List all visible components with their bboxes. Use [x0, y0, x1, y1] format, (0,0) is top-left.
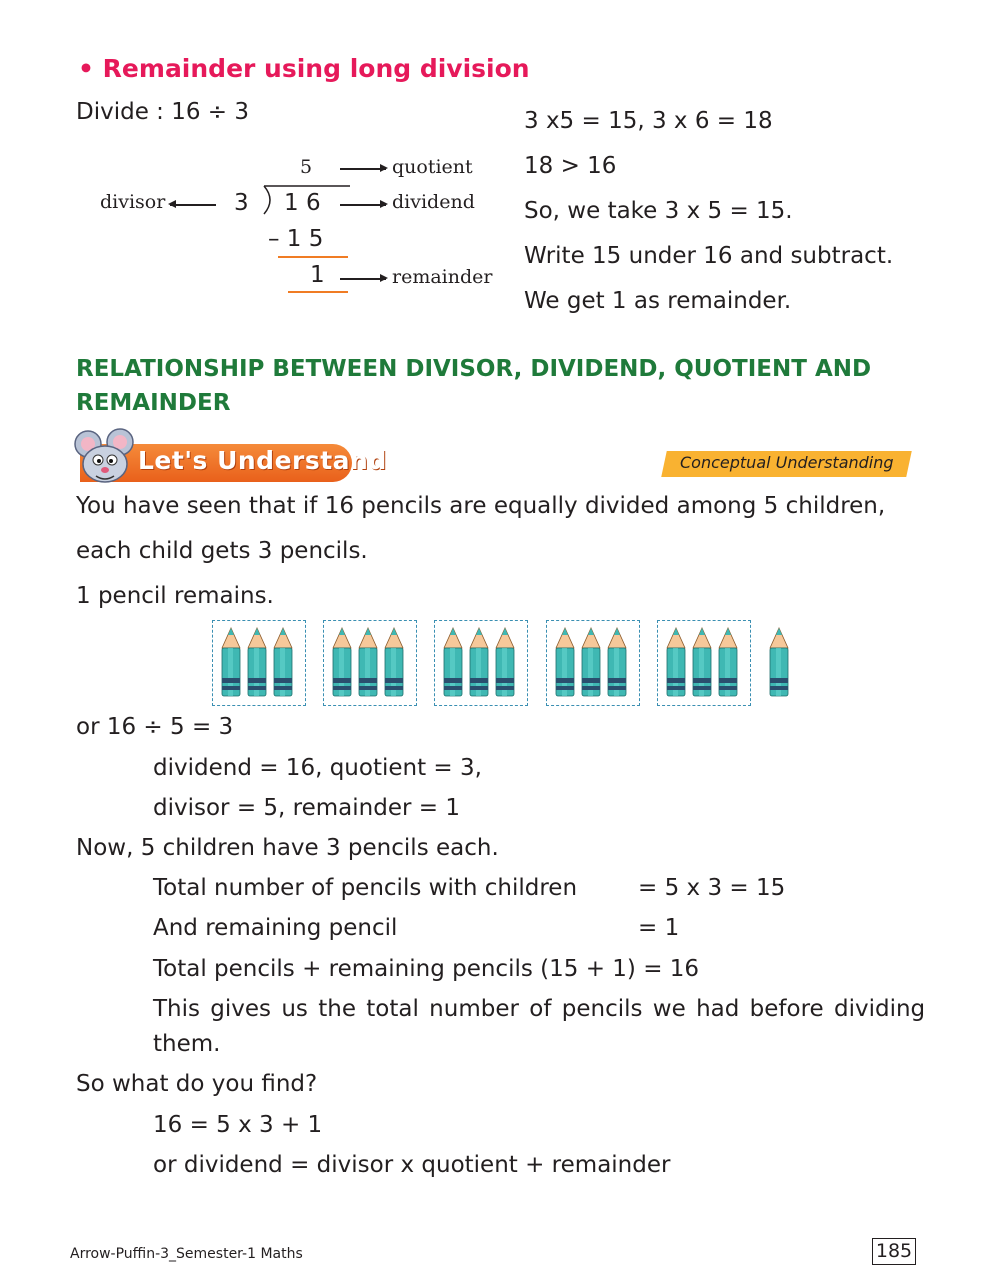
- quotient-label: quotient: [392, 156, 473, 178]
- divisor-value: 3: [234, 190, 249, 216]
- pencil-icon: [359, 628, 377, 696]
- paragraph-1-line2: each child gets 3 pencils.: [76, 538, 368, 564]
- total-value: = 5 x 3 = 15: [638, 875, 786, 901]
- relationship-heading-line2: REMAINDER: [76, 390, 231, 416]
- divisor-label: divisor: [100, 191, 166, 213]
- pencil-icon: [667, 628, 685, 696]
- equation-1: or 16 ÷ 5 = 3: [76, 714, 234, 740]
- pencil-icon: [693, 628, 711, 696]
- remainder-label: remainder: [392, 266, 493, 288]
- banner-title: Let's Understand: [138, 446, 387, 475]
- pencil-icon: [248, 628, 266, 696]
- formula-2: or dividend = divisor x quotient + remainder: [153, 1152, 671, 1178]
- gives-line1: This gives us the total number of pencils we had before dividing: [153, 996, 926, 1022]
- sum-statement: Total pencils + remaining pencils (15 + 1) = 16: [153, 956, 700, 982]
- pencil-icon: [444, 628, 462, 696]
- paragraph-2: 1 pencil remains.: [76, 583, 274, 609]
- remain-value: = 1: [638, 915, 680, 941]
- subtract-value: – 1 5: [268, 226, 324, 252]
- footer-book-title: Arrow-Puffin-3_Semester-1 Maths: [70, 1246, 303, 1262]
- dividend-label: dividend: [392, 191, 475, 213]
- gives-line2: them.: [153, 1031, 221, 1057]
- problem-statement: Divide : 16 ÷ 3: [76, 99, 250, 125]
- pencil-icon: [719, 628, 737, 696]
- remainder-value: 1: [310, 262, 325, 288]
- pencil-icon: [556, 628, 574, 696]
- paragraph-1-line1: You have seen that if 16 pencils are equally divided among 5 children,: [76, 493, 886, 519]
- quotient-value: 5: [300, 156, 313, 178]
- equation-3: divisor = 5, remainder = 1: [153, 795, 460, 821]
- concept-tag-text: Conceptual Understanding: [680, 453, 894, 472]
- page-number: 185: [872, 1238, 916, 1265]
- formula-1: 16 = 5 x 3 + 1: [153, 1112, 323, 1138]
- pencil-icon: [582, 628, 600, 696]
- remain-label: And remaining pencil: [153, 915, 398, 941]
- pencil-icon: [385, 628, 403, 696]
- section-heading: • Remainder using long division: [78, 54, 530, 83]
- equation-2: dividend = 16, quotient = 3,: [153, 755, 482, 781]
- pencil-icon: [274, 628, 292, 696]
- step-5: We get 1 as remainder.: [524, 288, 792, 314]
- pencil-icon: [333, 628, 351, 696]
- now-statement: Now, 5 children have 3 pencils each.: [76, 835, 499, 861]
- pencil-icon: [470, 628, 488, 696]
- step-4: Write 15 under 16 and subtract.: [524, 243, 894, 269]
- step-3: So, we take 3 x 5 = 15.: [524, 198, 793, 224]
- find-question: So what do you find?: [76, 1071, 318, 1097]
- total-label: Total number of pencils with children: [153, 875, 578, 901]
- step-1: 3 x5 = 15, 3 x 6 = 18: [524, 108, 773, 134]
- dividend-value: 1 6: [284, 190, 321, 216]
- pencil-icon: [608, 628, 626, 696]
- step-2: 18 > 16: [524, 153, 617, 179]
- relationship-heading-line1: RELATIONSHIP BETWEEN DIVISOR, DIVIDEND, QUOTIENT AND: [76, 356, 872, 382]
- pencil-icon: [496, 628, 514, 696]
- pencil-icon: [222, 628, 240, 696]
- pencil-icon: [770, 628, 788, 696]
